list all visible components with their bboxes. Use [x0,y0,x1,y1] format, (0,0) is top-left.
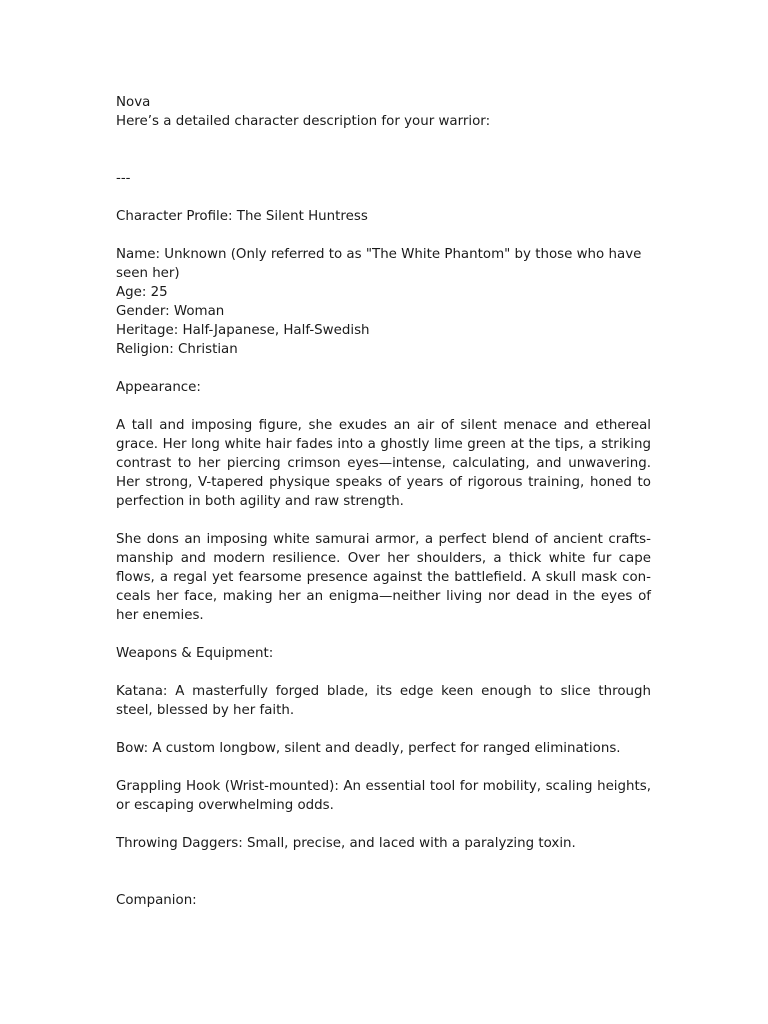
name-line-2: seen her) [116,266,180,281]
profile-title: Character Profile: The Silent Huntress [116,209,368,224]
age-line: Age: 25 [116,285,168,300]
weapon-grappling-hook: Grappling Hook (Wrist-mounted): An essential tool for mobility, scaling heights, or escaping overwhelming odds. [116,779,651,813]
appearance-paragraph-1: A tall and imposing figure, she exudes an air of silent menace and ethereal grace. Her long white hair fades into a ghostly lime green at the tips, a striking contrast to her piercing crimson eyes—intense, calculating, and unwavering. Her strong, V-tapered physique speaks of years of rigorous training, honed to perfection in both agility and raw strength. [116,418,651,509]
author-name: Nova [116,95,151,110]
separator: --- [116,171,131,186]
heritage-line: Heritage: Half-Japanese, Half-Swedish [116,323,370,338]
weapon-katana: Katana: A masterfully forged blade, its edge keen enough to slice through steel, blessed by her faith. [116,684,651,718]
gender-line: Gender: Woman [116,304,225,319]
name-line-1: Name: Unknown (Only referred to as "The White Phantom" by those who have [116,247,642,262]
companion-heading: Companion: [116,893,197,908]
weapon-throwing-daggers: Throwing Daggers: Small, precise, and laced with a paralyzing toxin. [116,836,576,851]
religion-line: Religion: Christian [116,342,238,357]
document-page [116,93,651,910]
appearance-paragraph-2: She dons an imposing white samurai armor, a perfect blend of ancient craftsmanship and modern resilience. Over her shoulders, a thick white fur cape flows, a regal yet fearsome presence against the battlefield. A skull mask conceals her face, making her an enigma—neither living nor dead in the eyes of her enemies. [116,532,651,623]
appearance-heading: Appearance: [116,380,201,395]
weapons-heading: Weapons & Equipment: [116,646,274,661]
intro-text: Here’s a detailed character description for your warrior: [116,114,491,129]
weapon-bow: Bow: A custom longbow, silent and deadly, perfect for ranged eliminations. [116,741,621,756]
